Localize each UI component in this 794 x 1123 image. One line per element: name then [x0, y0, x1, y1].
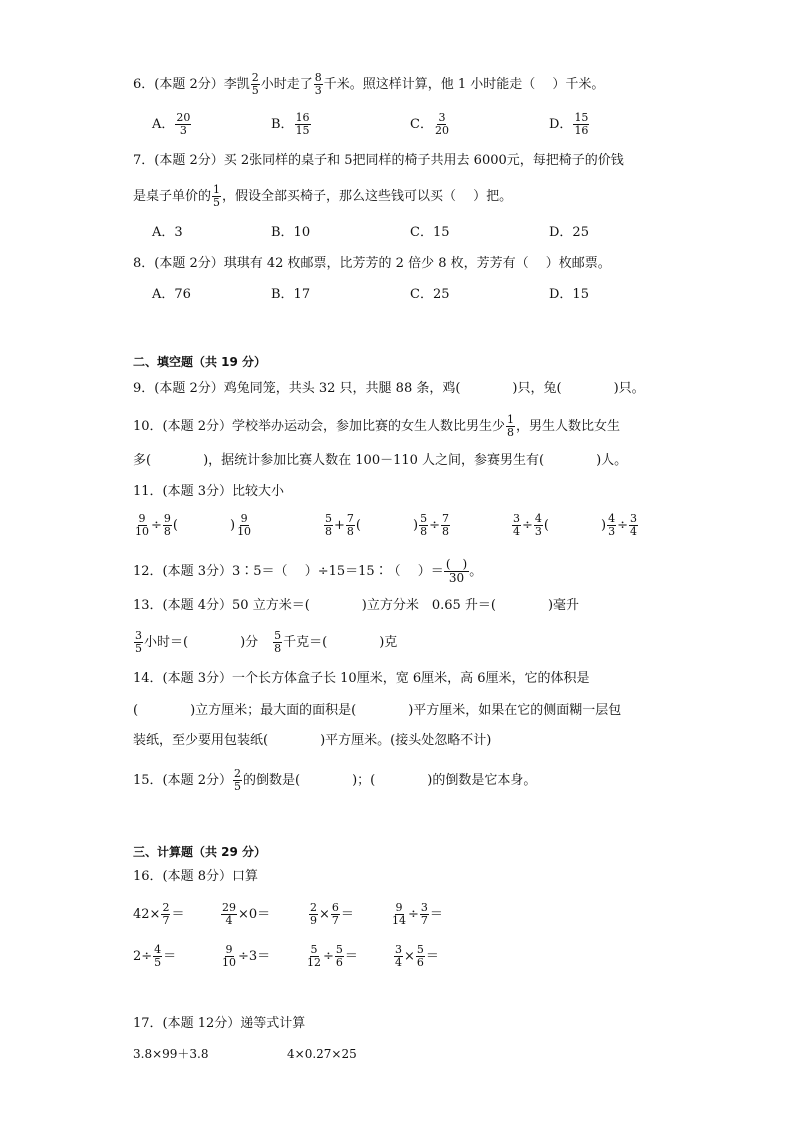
question-14-line2: ( )立方厘米；最大面的面积是( )平方厘米，如果在它的侧面糊一层包	[133, 703, 622, 718]
oral-calc-item: $\frac{9}{14}$ ÷ $\frac{3}{7}$ ＝	[392, 901, 443, 927]
question-10-line1: 10．(本题 2分）学校举办运动会，参加比赛的女生人数比男生少 $\frac{1}{8}$ ，男生人数比女生	[133, 413, 621, 439]
question-8: 8．(本题 2分）琪琪有 42 枚邮票，比芳芳的 2 倍少 8 枚，芳芳有（ ）枚邮票。	[133, 256, 611, 271]
section-heading-calculation: 三、计算题（共 29 分）	[133, 845, 267, 859]
question-11-title: 11．(本题 3分）比较大小	[133, 484, 285, 499]
answer-blank[interactable]: ( )	[355, 518, 419, 533]
question-7-line1: 7．(本题 2分）买 2张同样的桌子和 5把同样的椅子共用去 6000元，每把椅子的价钱	[133, 153, 624, 168]
question-10-line2: 多( )，据统计参加比赛人数在 100－110 人之间，参赛男生有( )人。	[133, 453, 628, 468]
oral-calc-item: $\frac{2}{9}$ × $\frac{6}{7}$ ＝	[310, 901, 354, 927]
option-a[interactable]: A． $\frac{20}{3}$	[152, 111, 191, 137]
question-12: 12．(本题 3分）3∶5＝（ ）÷15＝15∶（ ）＝ ( ) 30 。	[133, 557, 483, 585]
option-c[interactable]: C．25	[410, 287, 450, 302]
answer-blank[interactable]: ( )	[172, 518, 236, 533]
oral-calc-item: 42× $\frac{2}{7}$ ＝	[133, 901, 185, 927]
oral-calc-item: $\frac{3}{4}$ × $\frac{5}{6}$ ＝	[395, 943, 439, 969]
option-c[interactable]: C． $\frac{3}{20}$	[410, 111, 449, 137]
option-d[interactable]: D． $\frac{15}{16}$	[549, 111, 589, 137]
option-b[interactable]: B．10	[271, 225, 311, 240]
option-a[interactable]: A．76	[152, 287, 191, 302]
oral-calc-item: $\frac{5}{12}$ ÷ $\frac{5}{6}$ ＝	[307, 943, 358, 969]
option-b[interactable]: B． $\frac{16}{15}$	[271, 111, 310, 137]
oral-calc-item: $\frac{29}{4}$ ×0＝	[222, 901, 271, 927]
blank-fraction: ( ) 30	[445, 557, 468, 585]
question-14-line3: 装纸，至少要用包装纸( )平方厘米。(接头处忽略不计)	[133, 733, 492, 748]
question-13-line1: 13．(本题 4分）50 立方米＝( )立方分米 0.65 升＝( )毫升	[133, 598, 580, 613]
question-6: 6．(本题 2分）李凯 $\frac{2}{5}$ 小时走了 $\frac{8}{3}$ 千米。照这样计算，他 1 小时能走（ ）千米。	[133, 71, 605, 97]
option-d[interactable]: D．25	[549, 225, 589, 240]
oral-calc-item: $\frac{9}{10}$ ÷3＝	[222, 943, 271, 969]
question-9: 9．(本题 2分）鸡兔同笼，共头 32 只，共腿 88 条，鸡( )只，兔( )只。	[133, 381, 645, 396]
compare-item-1: $\frac{9}{10}$ ÷ $\frac{9}{8}$ ( ) $\frac{9}{10}$	[135, 512, 252, 538]
option-c[interactable]: C．15	[410, 225, 450, 240]
oral-calc-item: 2÷ $\frac{4}{5}$ ＝	[133, 943, 177, 969]
fraction: $\frac{1}{5}$	[213, 183, 221, 209]
compare-item-2: $\frac{5}{8}$ + $\frac{7}{8}$ ( ) $\frac{5}{8}$ ÷ $\frac{7}{8}$	[325, 512, 449, 538]
question-13-line2: $\frac{3}{5}$ 小时＝( )分 $\frac{5}{8}$ 千克＝( )克	[135, 629, 398, 655]
answer-blank[interactable]: ( )	[543, 518, 607, 533]
fraction: $\frac{8}{3}$	[314, 71, 322, 97]
fraction: $\frac{2}{5}$	[251, 71, 259, 97]
section-heading-fill-in: 二、填空题（共 19 分）	[133, 355, 267, 369]
option-a[interactable]: A．3	[152, 225, 183, 240]
option-b[interactable]: B．17	[271, 287, 311, 302]
question-14-line1: 14．(本题 3分）一个长方体盒子长 10厘米，宽 6厘米，高 6厘米，它的体积是	[133, 671, 590, 686]
compare-item-3: $\frac{3}{4}$ ÷ $\frac{4}{3}$ ( ) $\frac{4}{3}$ ÷ $\frac{3}{4}$	[513, 512, 637, 538]
question-17-title: 17．(本题 12分）递等式计算	[133, 1016, 306, 1031]
expression-1: 3.8×99＋3.8	[133, 1047, 209, 1061]
fraction: $\frac{1}{8}$	[507, 413, 515, 439]
question-7-line2: 是桌子单价的 $\frac{1}{5}$ ，假设全部买椅子，那么这些钱可以买（ ）把。	[133, 183, 513, 209]
option-d[interactable]: D．15	[549, 287, 589, 302]
question-16-title: 16．(本题 8分）口算	[133, 869, 259, 884]
expression-2: 4×0.27×25	[287, 1047, 357, 1061]
question-15: 15．(本题 2分） $\frac{2}{5}$ 的倒数是( )；( )的倒数是它本身。	[133, 767, 537, 793]
